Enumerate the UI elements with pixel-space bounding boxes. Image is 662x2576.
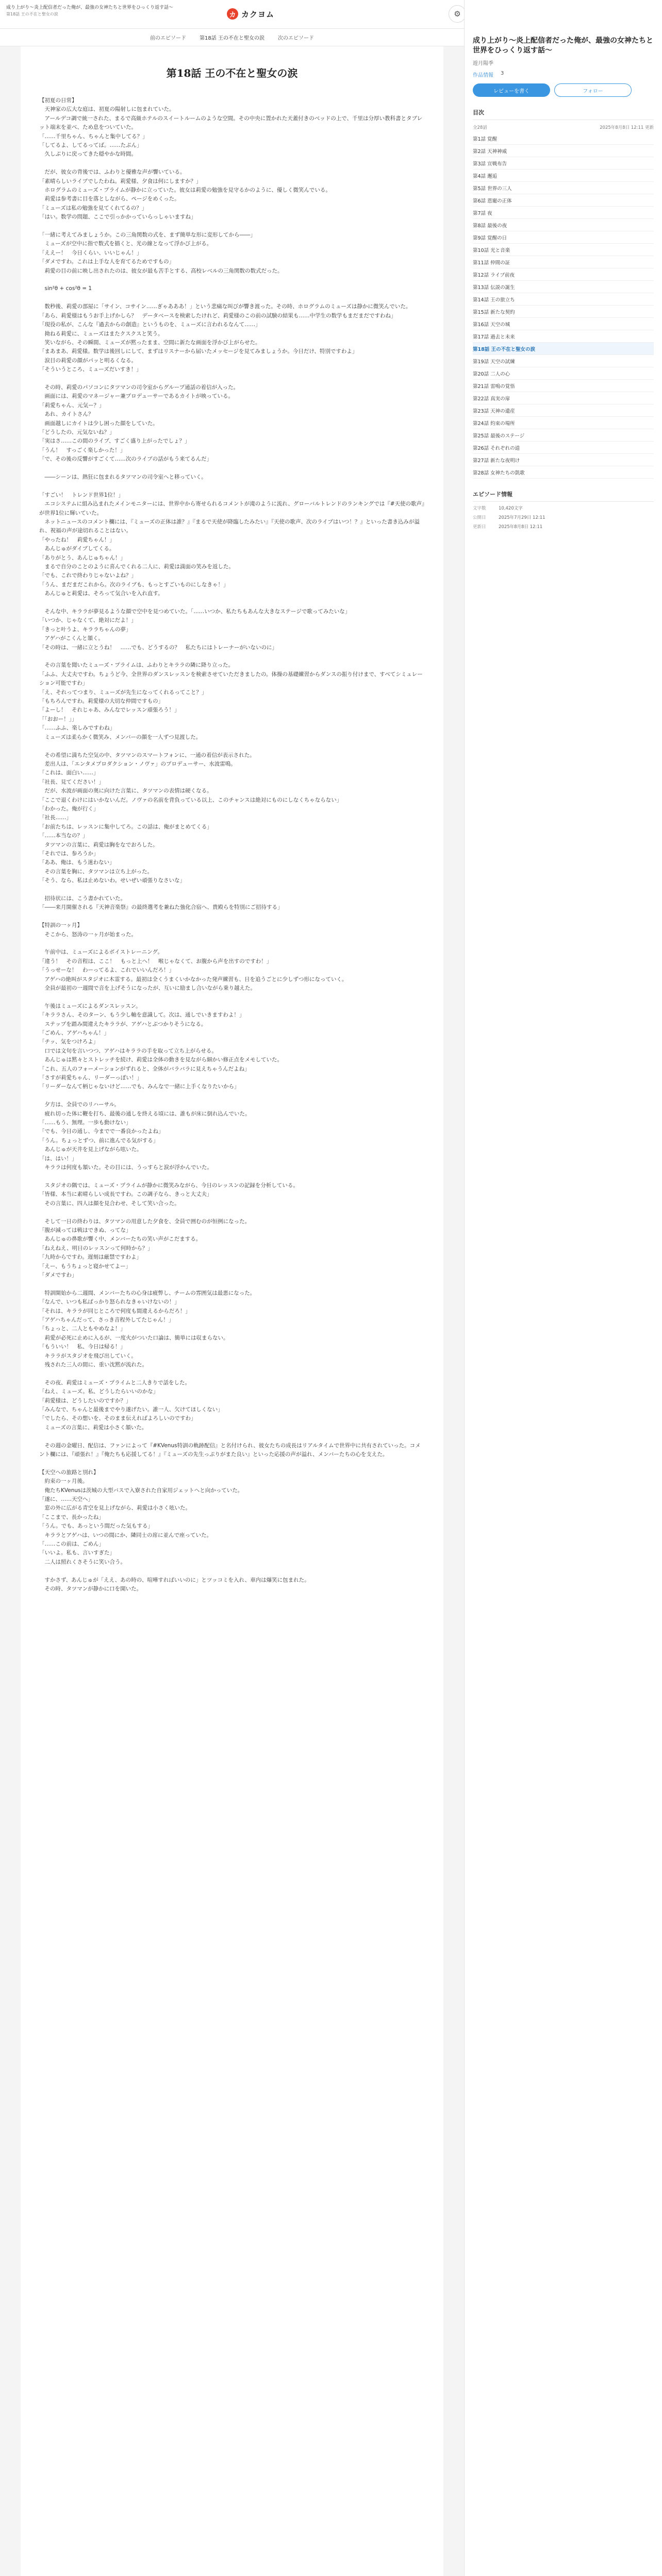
- paragraph: 「そういうところ、ミューズだいすき！」: [39, 366, 142, 373]
- paragraph: 「わかった。俺が行く」: [39, 805, 99, 812]
- paragraph: アゲハの絶叫がスタジオに木霊する。最初は全くうまくいかなかった発声練習も、日を追うごとに少しずつ形になっていく。: [39, 976, 347, 982]
- paragraph: 「ごめん、アゲハちゃん！」: [39, 1030, 110, 1037]
- episode-item-label: 第14話 王の旅立ち: [473, 297, 515, 303]
- paragraph: アゲハがこくんと頷く。: [39, 635, 104, 642]
- paragraph: あんじゅは黙々とストレッチを続け、莉愛は全体の動きを見ながら細かい修正点をメモしていた。: [39, 1057, 283, 1063]
- episode-item[interactable]: [473, 281, 654, 293]
- paragraph: そして一日の終わりは、タツマンの用意した夕食を、全員で囲むのが恒例になった。: [39, 1218, 251, 1225]
- episode-item[interactable]: [473, 268, 654, 281]
- episode-item[interactable]: [473, 219, 654, 231]
- paragraph: 「腹が減っては戦はできぬ、ってな」: [39, 1227, 131, 1233]
- paragraph: 「ああ、俺は、もう迷わない」: [39, 859, 115, 866]
- paragraph: [39, 222, 425, 231]
- paragraph: 午前中は、ミューズによるボイストレーニング。: [39, 949, 163, 956]
- paragraph: 「ありがとう、あんじゅちゃん！」: [39, 554, 126, 561]
- paragraph: ――シーンは、熱狂に包まれるタツマンの司令室へと移っていく。: [39, 473, 207, 480]
- sidebar-buttons: [465, 78, 662, 97]
- paragraph: その週の金曜日、配信は、ファンによって『#KVenus特訓の軌跡配信』と名付けられ、彼女たちの成長はリアルタイムで世界中に共有されていった。コメント欄には、『頑張れ！』『俺たちも応援してる！』『ミューズの先生っぷりがまた良い』といった応援の声が溢れ、メンバーたちの心を支えた。: [39, 1442, 421, 1458]
- paragraph: 俺たちKVenusは茨城の大型バスで入寮された自家用ジェットへと向かっていた。: [39, 1487, 243, 1494]
- episode-list: [473, 132, 654, 479]
- sidebar: [464, 0, 662, 2576]
- paragraph: その希望に満ちた空気の中、タツマンのスマートフォンに、一通の着信が表示された。: [39, 752, 255, 758]
- paragraph: 「でしたら、その想いを、そのまま伝えればよろしいのですわ」: [39, 1415, 196, 1422]
- paragraph: 「それでは、参ろうか」: [39, 850, 99, 857]
- paragraph: 差出人は、「エンタメプロダクション・ノヴァ」のプロデューサー、水波雷鳴。: [39, 760, 236, 767]
- episode-item[interactable]: [473, 182, 654, 194]
- episode-item-label: 第11話 仲間の証: [473, 260, 510, 266]
- follow-button[interactable]: フォロー: [554, 83, 632, 97]
- paragraph: 「社長……」: [39, 815, 72, 821]
- paragraph: 残された三人の間に、重い沈黙が流れた。: [39, 1362, 147, 1368]
- episode-item-label: 第9話 覚醒の日: [473, 235, 507, 241]
- paragraph: 【特訓の一ヶ月】: [39, 922, 82, 929]
- paragraph: [39, 1459, 425, 1468]
- sidebar-author[interactable]: 遊月陽季: [473, 61, 493, 66]
- paragraph: 「お前たちは、レッスンに集中してろ。この話は、俺がまとめてくる」: [39, 823, 212, 830]
- episode-item-label: 第22話 真実の扉: [473, 396, 510, 402]
- paragraph: [39, 1092, 425, 1100]
- paragraph: 莉愛は参考書に目を落としながら、ページをめくった。: [39, 196, 180, 202]
- info-row: [473, 505, 654, 511]
- sidebar-stats: [465, 66, 662, 78]
- header-series-info[interactable]: [6, 5, 174, 18]
- paragraph: 「ねえ、ミューズ。私、どうしたらいいのかな」: [39, 1388, 159, 1395]
- sidebar-series-title[interactable]: 成り上がり〜炎上配信者だった俺が、最強の女神たちと世界をひっくり返す話〜: [473, 37, 653, 55]
- paragraph: 「「おおー！」」: [39, 716, 77, 722]
- episode-info-heading: エピソード情報: [473, 490, 654, 502]
- episode-item[interactable]: [473, 330, 654, 343]
- episode-item[interactable]: [473, 442, 654, 454]
- paragraph: 【初夏の日常】: [39, 97, 77, 104]
- paragraph: 「皆様、本当に素晴らしい成長ですわ。この調子なら、きっと大丈夫」: [39, 1191, 212, 1198]
- episode-item-label: 第2話 天神神威: [473, 148, 507, 155]
- paragraph: ステップを踏み間違えたキララが、アゲハとぶつかりそうになる。: [39, 1021, 207, 1027]
- paragraph: [39, 912, 425, 921]
- paragraph: [39, 1173, 425, 1181]
- episode-item[interactable]: [473, 194, 654, 207]
- paragraph: 「やったね！ 莉愛ちゃん！」: [39, 536, 115, 543]
- episode-item[interactable]: [473, 380, 654, 392]
- episode-item-label: 第4話 邂逅: [473, 173, 498, 179]
- paragraph: タツマンの言葉に、莉愛は胸をなでおろした。: [39, 841, 158, 848]
- episode-item[interactable]: [473, 157, 654, 170]
- paragraph: 招待状には、こう書かれていた。: [39, 895, 126, 902]
- paragraph: 「でも、これで終わりじゃないよね？」: [39, 572, 137, 579]
- paragraph: 「うっせーな！ わーってるよ、これでいいんだろ！」: [39, 967, 175, 974]
- paragraph: アールデコ調で統一された、まるで高級ホテルのスイートルームのような空間。その中央に置かれた天蓋付きのベッドの上で、千里は分厚い教科書とタブレット端末を並べ、ため息をついていた。: [39, 115, 423, 131]
- paragraph: [39, 1280, 425, 1289]
- paragraph: 「ふふ、大丈夫ですわ。ちょうど今、全世界のダンスレッスンを検索させていただきましたの。体操の基礎練習からダンスの振り付けまで、すべてシミュレーション可能ですわ」: [39, 671, 423, 687]
- paragraph: [39, 993, 425, 1002]
- episode-item-label: 第16話 天空の城: [473, 321, 510, 328]
- paragraph: 「素晴らしいライブでしたわね。莉愛様、夕食は何にしますか？」: [39, 178, 202, 184]
- paragraph: [39, 276, 425, 284]
- paragraph: すかさず、あんじゅが「ええ、あの時の、喧嘩すればいいのに」とツッコミを入れ、車内は爆笑に包まれた。: [39, 1577, 310, 1583]
- paragraph: 「ねえねえ、明日のレッスンって何時から？」: [39, 1245, 153, 1251]
- episode-item-label: 第5話 世界の三人: [473, 185, 512, 192]
- write-review-button[interactable]: レビューを書く: [473, 83, 550, 97]
- episode-info: [465, 505, 662, 530]
- paragraph: 「その時は、一緒に立とうね！ ……でも、どうするの？ 私たちにはトレーナーがいないのに」: [39, 644, 277, 651]
- paragraph: 「……ふふ、楽しみですわね」: [39, 725, 115, 732]
- episode-item[interactable]: [473, 454, 654, 466]
- paragraph: 疲れ切った体に鞭を打ち、最後の通しを終える頃には、誰もが床に倒れ込んでいた。: [39, 1110, 251, 1117]
- episode-item-label: 第23話 天神の遺産: [473, 408, 515, 414]
- paragraph: 「なんで、いつも私ばっかり怒られなきゃいけないの！」: [39, 1299, 180, 1306]
- info-row: [473, 523, 654, 530]
- paragraph: 「ダメですわ」: [39, 1272, 77, 1278]
- paragraph: あんじゅが天井を見上げながら呟いた。: [39, 1146, 142, 1153]
- paragraph: 「もちろんですわ。莉愛様の大切な仲間ですもの」: [39, 698, 164, 705]
- episode-item-label: 第12話 ライブ前夜: [473, 272, 515, 278]
- paragraph: 「で、その後の反響がすごくて……次のライブの話がもう来てるんだ」: [39, 456, 212, 463]
- paragraph: 「うん。ちょっとずつ、前に進んでる気がする」: [39, 1137, 159, 1144]
- paragraph: 天神家の広大な庭は、初夏の陽射しに包まれていた。: [39, 106, 175, 113]
- paragraph: まるで自分のことのように喜んでくれる二人に、莉愛は満面の笑みを返した。: [39, 564, 234, 570]
- paragraph: 画面には、莉愛のマネージャー兼プロデューサーであるカイトが映っている。: [39, 393, 234, 400]
- paragraph: 「ええー！ 今日くらい、いいじゃん！」: [39, 249, 142, 256]
- episode-item[interactable]: [473, 132, 654, 145]
- paragraph: あんじゅと莉愛は、そろって気合いを入れ直す。: [39, 590, 163, 597]
- paragraph: [39, 886, 425, 894]
- episode-item[interactable]: [473, 145, 654, 157]
- paragraph: そんな中、キララが夢見るような顔で空中を見つめていた。「……いつか、私たちもあんな大きなステージで歌ってみたいな」: [39, 608, 351, 615]
- paragraph: 画面越しにカイトは少し困った顔をしていた。: [39, 420, 158, 427]
- paragraph: キララがスタジオを飛び出していく。: [39, 1352, 137, 1359]
- paragraph: 「あら、莉愛様はもうお手上げかしら？ データベースを検索したけれど、莉愛様のこの前の試験の結果も……中学生の数学もまだまだですわね」: [39, 312, 396, 319]
- episode-item[interactable]: [473, 293, 654, 306]
- episode-item-label: 第10話 光と音楽: [473, 247, 510, 253]
- paragraph: [39, 1432, 425, 1441]
- paragraph: 「は、はい！」: [39, 1155, 77, 1162]
- paragraph: 窓の外に広がる青空を見上げながら、莉愛は小さく呟いた。: [39, 1505, 191, 1512]
- site-logo[interactable]: [227, 6, 299, 22]
- episode-item[interactable]: [473, 231, 654, 244]
- episode-item-label: 第7話 夜: [473, 210, 492, 216]
- paragraph: [39, 742, 425, 751]
- paragraph: キララとアゲハは、いつの間にか、隣同士の席に並んで座っていた。: [39, 1532, 212, 1538]
- episode-item-label: 第15話 新たな契約: [473, 309, 515, 315]
- paragraph: 莉愛が必死に止めに入るが、一度火がついた口論は、簡単には収まらない。: [39, 1334, 229, 1341]
- episode-item[interactable]: [473, 306, 654, 318]
- paragraph: 「これ、五人のフォーメーションがずれると、全体がバラバラに見えちゃうんだよね」: [39, 1065, 250, 1072]
- paragraph: [39, 939, 425, 948]
- episode-item-label: 第28話 女神たちの凱歌: [473, 470, 525, 476]
- episode-item-label: 第6話 恩寵の正体: [473, 198, 512, 204]
- episode-item-label: 第3話 宣戦布告: [473, 161, 507, 167]
- episode-item[interactable]: [473, 367, 654, 380]
- episode-item-label: 第13話 伝説の誕生: [473, 284, 515, 291]
- paragraph: あんじゅの鼻歌が響く中、メンバーたちの笑い声がこだまする。: [39, 1236, 202, 1243]
- header-episode-title: 第18話 王の不在と聖女の涙: [6, 12, 58, 16]
- paragraph: エコシステムに組み込まれたメインモニターには、世界中から寄せられるコメントが滝のように流れ、グローバルトレンドのランキングでは『#天使の歌声』が世界1位に輝いていた。: [39, 501, 425, 516]
- episode-item-label: 第1話 覚醒: [473, 136, 498, 142]
- paragraph: 「これは、面白い……」: [39, 770, 99, 776]
- paragraph: 「ダメですわ。これは上手な人を育てるためですもの」: [39, 259, 175, 265]
- episode-item[interactable]: [473, 417, 654, 429]
- paragraph: 「さすが莉愛ちゃん、リーダーっぽい！」: [39, 1075, 142, 1081]
- episode-item[interactable]: [473, 256, 654, 268]
- paragraph: 「アゲハちゃんだって、さっき音程外してたじゃん！」: [39, 1316, 174, 1323]
- paragraph: スタジオの隅では、ミューズ・プライムが静かに微笑みながら、今日のレッスンの記録を分析している。: [39, 1182, 299, 1189]
- paragraph: 「莉愛ちゃん、元気ー？」: [39, 402, 105, 409]
- paragraph: ミューズが空中に指で数式を描くと、光の線となって浮かび上がる。: [39, 241, 212, 247]
- episode-body: [21, 46, 443, 2576]
- paragraph: 拗ねる莉愛に、ミューズはまたクスクスと笑う。: [39, 330, 163, 337]
- paragraph: [39, 159, 425, 168]
- paragraph: 「一緒に考えてみましょうか。この三角関数の式を、まず簡単な形に変形してから――」: [39, 232, 256, 239]
- paragraph: その時、タツマンが静かに口を開いた。: [39, 1586, 142, 1592]
- episode-nav: [0, 29, 464, 46]
- paragraph: 「してるよ、してるってば。……たぶん」: [39, 142, 142, 149]
- paragraph: 「……もう、無理。一歩も動けない」: [39, 1120, 131, 1126]
- paragraph: 「まあまあ、莉愛様。数学は後回しにして、まずはリスナーから届いたメッセージを見てみましょうか。今日だけ、特別ですわよ」: [39, 348, 358, 355]
- paragraph: そこから、怒涛の一ヶ月が始まった。: [39, 931, 137, 938]
- paragraph: 「遂に、……天空へ」: [39, 1496, 93, 1503]
- episode-item-label: 第17話 過去と未来: [473, 334, 515, 340]
- next-episode-link[interactable]: 次のエピソード: [277, 36, 314, 41]
- follower-count: 3: [501, 71, 504, 76]
- paragraph: 「違う！ その音程は、ここ！ もっと上へ！ 喉じゃなくて、お腹から声を出すのですわ！」: [39, 958, 272, 964]
- paragraph: 数秒後、莉愛の部屋に「サイン、コサイン……ぎゃあああ！」という悲痛な叫びが響き渡った。その時、ホログラムのミューズは静かに微笑んでいた。: [39, 303, 411, 310]
- paragraph: 「九時からですわ。遅刻は厳禁ですわよ」: [39, 1254, 142, 1261]
- info-key: 更新日: [473, 524, 486, 530]
- paragraph: 莉愛の目の前に映し出されたのは、彼女が最も苦手とする、高校レベルの三角関数の数式だった。: [39, 267, 283, 274]
- paragraph: 「ミューズは私の勉強を見てくれてるの？」: [39, 205, 147, 211]
- paragraph: [39, 482, 425, 490]
- paragraph: ホログラムのミューズ・プライムが静かに立っていた。彼女は莉愛の勉強を見守るかのように、優しく微笑んでいる。: [39, 187, 331, 194]
- paragraph: [39, 1208, 425, 1217]
- paragraph: 約束の一ヶ月後。: [39, 1478, 88, 1485]
- paragraph: 全員が最初の一週間で音を上げそうになったが、互いに励まし合いながら乗り越えた。: [39, 985, 256, 992]
- paragraph: 特訓開始から二週間、メンバーたちの心身は疲弊し、チームの雰囲気は最悪になった。: [39, 1290, 256, 1296]
- paragraph: 「――来月開催される『天神音楽祭』の最終選考を兼ねた強化合宿へ、貴殿らを特別にご招待する」: [39, 904, 283, 911]
- current-episode-label: 第18話 王の不在と聖女の涙: [200, 36, 264, 41]
- paragraph: 「うん、まだまだこれから。次のライブも、もっとすごいものにしなきゃ！」: [39, 581, 229, 588]
- work-info-link[interactable]: 作品情報: [473, 73, 493, 78]
- info-key: 公開日: [473, 515, 486, 520]
- paragraph: ミューズの言葉に、莉愛は小さく頷いた。: [39, 1424, 147, 1431]
- paragraph: キララは何度も頷いた。その目には、うっすらと涙が浮かんでいた。: [39, 1164, 212, 1171]
- episode-item[interactable]: [473, 244, 654, 256]
- logo-text: カクヨム: [241, 9, 275, 19]
- paragraph: 夕方は、全員でのリハーサル。: [39, 1101, 120, 1108]
- episode-title: 第18話 王の不在と聖女の涙: [166, 67, 298, 79]
- prev-episode-link[interactable]: 前のエピソード: [150, 36, 187, 41]
- paragraph: 「ここまで、長かったね」: [39, 1514, 104, 1520]
- paragraph: 「社長、見てください！」: [39, 778, 104, 785]
- paragraph: 「でも、今日の通し、今までで一番良かったよね」: [39, 1128, 164, 1135]
- paragraph: 「それは、キララが同じところで何度も間違えるからだろ！」: [39, 1308, 191, 1314]
- paragraph: sin²θ + cos²θ = 1: [39, 285, 92, 292]
- paragraph: 「みんなで、ちゃんと最後までやり遂げたい。誰一人、欠けてほしくない」: [39, 1406, 223, 1413]
- episode-item-label: 第8話 最後の夜: [473, 223, 507, 229]
- episode-item[interactable]: [473, 170, 654, 182]
- toc-episode-count: 全28話: [473, 125, 487, 130]
- info-row: [473, 514, 654, 520]
- episode-item-current[interactable]: [473, 343, 654, 355]
- episode-item-label: 第27話 新たな夜明け: [473, 457, 520, 464]
- paragraph: あんじゅがダイブしてくる。: [39, 546, 115, 552]
- paragraph: 「ここで退くわけにはいかないんだ。ノヴァの名前を背負っている以上、このチャンスは絶対にものにしなくちゃならない」: [39, 796, 342, 803]
- paragraph: 「え、それってつまり、ミューズが先生になってくれるってこと？」: [39, 689, 207, 696]
- episode-item-label: 第19話 天空の試練: [473, 359, 515, 365]
- paragraph: ミューズは柔らかく微笑み、メンバーの顔を一人ずつ見渡した。: [39, 734, 202, 740]
- paragraph: 口では文句を言いつつ、アゲハはキララの手を取って立ち上がらせる。: [39, 1047, 217, 1054]
- paragraph: 「はい。数学の問題、ここで引っかかっていらっしゃいますね」: [39, 214, 196, 221]
- toc-heading: 目次: [473, 108, 654, 120]
- paragraph: 「そう、なら、私は止めないわ。せいぜい頑張りなさいな」: [39, 877, 186, 884]
- sidebar-top-spacer: [465, 0, 662, 29]
- info-key: 文字数: [473, 506, 486, 511]
- info-value: 2025年8月8日 12:11: [499, 524, 543, 530]
- episode-text: [21, 80, 443, 1594]
- paragraph: 「もういい！ 私、今日は帰る！」: [39, 1344, 126, 1350]
- paragraph: だが、彼女の背後では、ふわりと優雅な声が響いている。: [39, 169, 186, 176]
- paragraph: 【天空への旅路と別れ】: [39, 1469, 99, 1476]
- paragraph: 「チッ、気をつけろよ」: [39, 1039, 99, 1045]
- episode-item[interactable]: [473, 404, 654, 417]
- episode-item[interactable]: [473, 429, 654, 442]
- paragraph: 「どうしたの、元気ないね？」: [39, 429, 115, 435]
- paragraph: 午後はミューズによるダンスレッスン。: [39, 1003, 141, 1009]
- paragraph: 「よーし！ それじゃあ、みんなでレッスン頑張ろう！」: [39, 707, 180, 714]
- paragraph: あれ、カイトさん？: [39, 411, 94, 418]
- paragraph: 「きっと叶うよ、キララちゃんの夢」: [39, 626, 131, 633]
- episode-item[interactable]: [473, 318, 654, 330]
- paragraph: 「えー、もうちょっと寝かせてよー」: [39, 1263, 131, 1269]
- paragraph: その言葉を胸に、タツマンは立ち上がった。: [39, 868, 153, 875]
- paragraph: 「ちょっと、二人ともやめなよ！」: [39, 1326, 126, 1332]
- paragraph: 「いいよ。私も、言いすぎた」: [39, 1550, 115, 1556]
- toc-meta: [473, 124, 654, 130]
- info-value: 10,420文字: [499, 506, 523, 511]
- header-series-title: 成り上がり〜炎上配信者だった俺が、最強の女神たちと世界をひっくり返す話〜: [6, 5, 174, 10]
- paragraph: 「莉愛様は、どうしたいのですか？」: [39, 1397, 131, 1404]
- paragraph: 「……千里ちゃん、ちゃんと集中してる？」: [39, 133, 148, 140]
- paragraph: だが、水波が画面の奥に向けた言葉に、タツマンの表情は硬くなる。: [39, 788, 212, 794]
- paragraph: [39, 294, 425, 302]
- episode-item-label: 第24話 約束の場所: [473, 420, 515, 427]
- episode-item-label: 第21話 雷鳴の覚悟: [473, 383, 515, 389]
- paragraph: その時、莉愛のパソコンにタツマンの司令室からグループ通話の着信が入った。: [39, 384, 239, 391]
- paragraph: [39, 652, 425, 661]
- episode-item-label: 第25話 最後のステージ: [473, 433, 525, 439]
- episode-item[interactable]: [473, 466, 654, 479]
- paragraph: 「実はさ……この間のライブ、すごく盛り上がったでしょ？」: [39, 438, 190, 445]
- paragraph: その言葉に、四人は顔を見合わせ、そして笑い合った。: [39, 1200, 180, 1207]
- paragraph: 涙目の莉愛の顔がパッと明るくなる。: [39, 357, 137, 364]
- paragraph: 「……本当なの？」: [39, 833, 88, 839]
- logo-mark-icon: カ: [227, 8, 238, 20]
- paragraph: 久しぶりに戻ってきた穏やかな時間。: [39, 151, 137, 158]
- episode-item-label: 第18話 王の不在と聖女の涙: [473, 346, 536, 352]
- episode-item[interactable]: [473, 355, 654, 367]
- episode-item[interactable]: [473, 392, 654, 404]
- paragraph: 二人は照れくさそうに笑い合う。: [39, 1558, 126, 1565]
- paragraph: [39, 599, 425, 607]
- paragraph: 「すごい！ トレンド世界1位！」: [39, 492, 124, 498]
- episode-item-label: 第26話 それぞれの道: [473, 445, 520, 451]
- paragraph: [39, 464, 425, 473]
- episode-item-label: 第20話 二人の心: [473, 371, 510, 377]
- paragraph: [39, 375, 425, 383]
- toc-updated: 2025年8月8日 12:11 更新: [600, 125, 654, 130]
- paragraph: 「うん！ すっごく楽しかった！」: [39, 447, 126, 453]
- episode-item[interactable]: [473, 207, 654, 219]
- paragraph: 「キララさん、そのターン、もう少し軸を意識して。次は、通しでいきますわよ！」: [39, 1012, 245, 1019]
- paragraph: 「うん。でも、あっという間だった気もする」: [39, 1523, 154, 1530]
- paragraph: ネットニュースのコメント欄には、『ミューズの正体は誰？』『まるで天使が降臨したみたい』『天使の歌声、次のライブはいつ！？』といった書き込みが溢れ、祝福の声が途切れることはない。: [39, 518, 420, 534]
- info-value: 2025年7月29日 12:11: [499, 515, 545, 520]
- paragraph: 「リーダーなんて柄じゃないけど……でも、みんなで一緒に上手くなりたいから」: [39, 1083, 240, 1090]
- paragraph: その言葉を聞いたミューズ・プライムは、ふわりとキララの隣に降り立った。: [39, 662, 234, 669]
- paragraph: [39, 1567, 425, 1575]
- paragraph: 笑いながら、その瞬間、ミューズが黙ったまま、空間に新たな画面を浮かび上がらせた。: [39, 339, 261, 346]
- paragraph: その夜、莉愛はミューズ・プライムと二人きりで話をした。: [39, 1379, 190, 1386]
- paragraph: 「……この前は、ごめん」: [39, 1541, 104, 1548]
- paragraph: [39, 1369, 425, 1378]
- settings-icon[interactable]: ⚙: [449, 5, 466, 23]
- paragraph: 「現役の私が、こんな『過去からの創造』というものを、ミューズに言われるなんて……」: [39, 321, 261, 328]
- paragraph: 「いつか、じゃなくて、絶対にだよ！」: [39, 617, 137, 624]
